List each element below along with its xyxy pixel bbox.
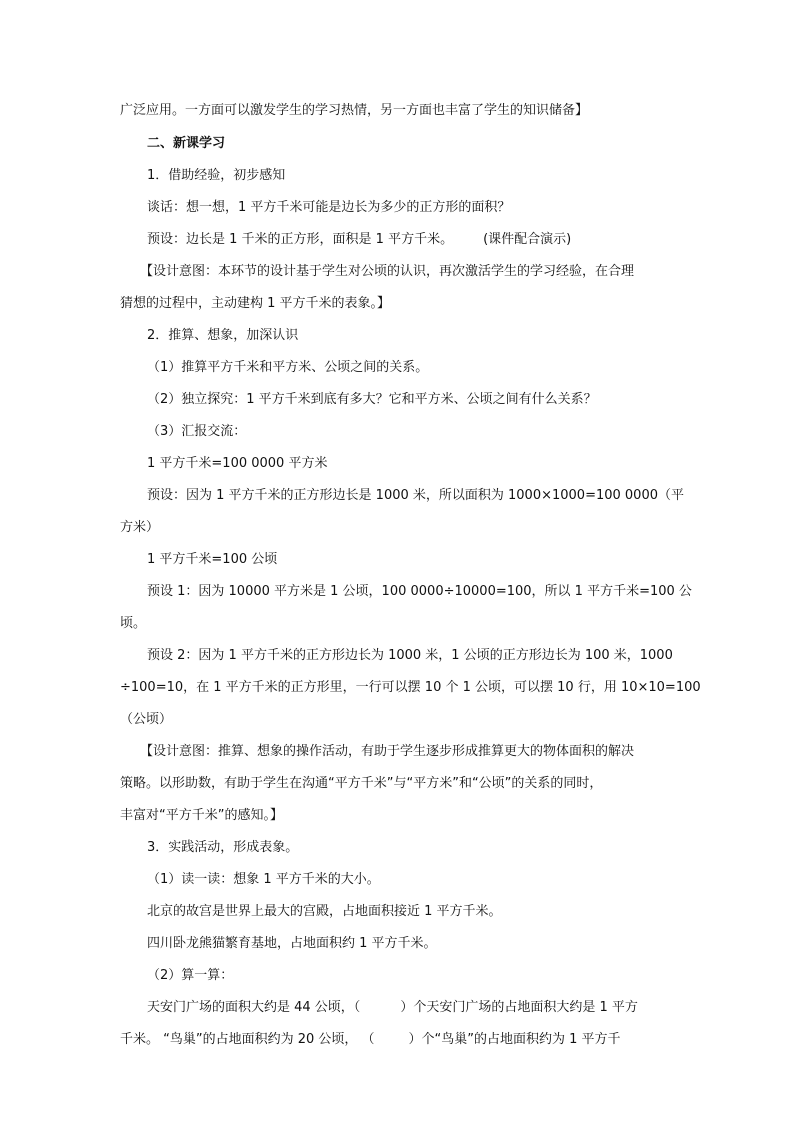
text-line: 预设 1：因为 10000 平方米是 1 公顷，100 0000÷10000=100，所以 1 平方千米=100 公 xyxy=(147,584,692,599)
text-span: 天安门广场的面积大约是 44 公顷，（ xyxy=(147,1000,361,1015)
text-line: 顷。 xyxy=(120,616,147,631)
text-span: ）个“鸟巢”的占地面积约为 1 平方千 xyxy=(408,1032,621,1047)
text-line: 策略。以形助数，有助于学生在沟通“平方千米”与“平方米”和“公顷”的关系的同时， xyxy=(120,776,603,791)
text-line: 【设计意图：推算、想象的操作活动，有助于学生逐步形成推算更大的物体面积的解决 xyxy=(140,744,635,759)
text-line: （2）算一算： xyxy=(147,968,234,983)
text-line xyxy=(120,1031,621,1049)
section-heading: 二、新课学习 xyxy=(147,136,226,151)
text-line: 预设 2：因为 1 平方千米的正方形边长为 1000 米，1 公顷的正方形边长为 100 米，1000 xyxy=(147,648,673,663)
text-line: （1）推算平方千米和平方米、公顷之间的关系。 xyxy=(147,360,429,375)
subsection-heading: 2．推算、想象，加深认识 xyxy=(147,328,299,343)
text-span: (课件配合演示) xyxy=(483,232,572,247)
text-line: 丰富对“平方千米”的感知。】 xyxy=(120,808,283,823)
text-span: 预设：边长是 1 千米的正方形，面积是 1 平方千米。 xyxy=(147,232,454,247)
subsection-heading: 3．实践活动，形成表象。 xyxy=(147,840,299,855)
text-line: （2）独立探究：1 平方千米到底有多大？它和平方米、公顷之间有什么关系？ xyxy=(147,392,597,407)
text-line: 方米） xyxy=(120,520,160,535)
text-line: （1）读一读：想象 1 平方千米的大小。 xyxy=(147,872,380,887)
text-line: 广泛应用。一方面可以激发学生的学习热情，另一方面也丰富了学生的知识储备】 xyxy=(120,103,589,118)
text-line: 谈话：想一想，1 平方千米可能是边长为多少的正方形的面积？ xyxy=(147,200,511,215)
text-line: （公顷） xyxy=(120,712,173,727)
text-line: 猜想的过程中，主动建构 1 平方千米的表象。】 xyxy=(120,296,391,311)
text-span: 千米。 “鸟巢”的占地面积约为 20 公顷， （ xyxy=(120,1032,375,1047)
text-line: （3）汇报交流： xyxy=(147,424,247,439)
text-line: 北京的故宫是世界上最大的宫殿，占地面积接近 1 平方千米。 xyxy=(147,904,502,919)
formula-line: 1 平方千米=100 0000 平方米 xyxy=(147,456,328,471)
text-line: 【设计意图：本环节的设计基于学生对公顷的认识，再次激活学生的学习经验，在合理 xyxy=(140,264,635,279)
text-line xyxy=(147,231,571,249)
subsection-heading: 1．借助经验，初步感知 xyxy=(147,168,286,183)
text-line xyxy=(147,999,638,1017)
text-span: ）个天安门广场的占地面积大约是 1 平方 xyxy=(400,1000,638,1015)
text-line: 预设：因为 1 平方千米的正方形边长是 1000 米，所以面积为 1000×1000=100 0000（平 xyxy=(147,488,684,503)
text-line: ÷100=10，在 1 平方千米的正方形里，一行可以摆 10 个 1 公顷，可以摆 10 行，用 10×10=100 xyxy=(120,680,701,695)
text-line: 四川卧龙熊猫繁育基地，占地面积约 1 平方千米。 xyxy=(147,936,437,951)
formula-line: 1 平方千米=100 公顷 xyxy=(147,552,278,567)
